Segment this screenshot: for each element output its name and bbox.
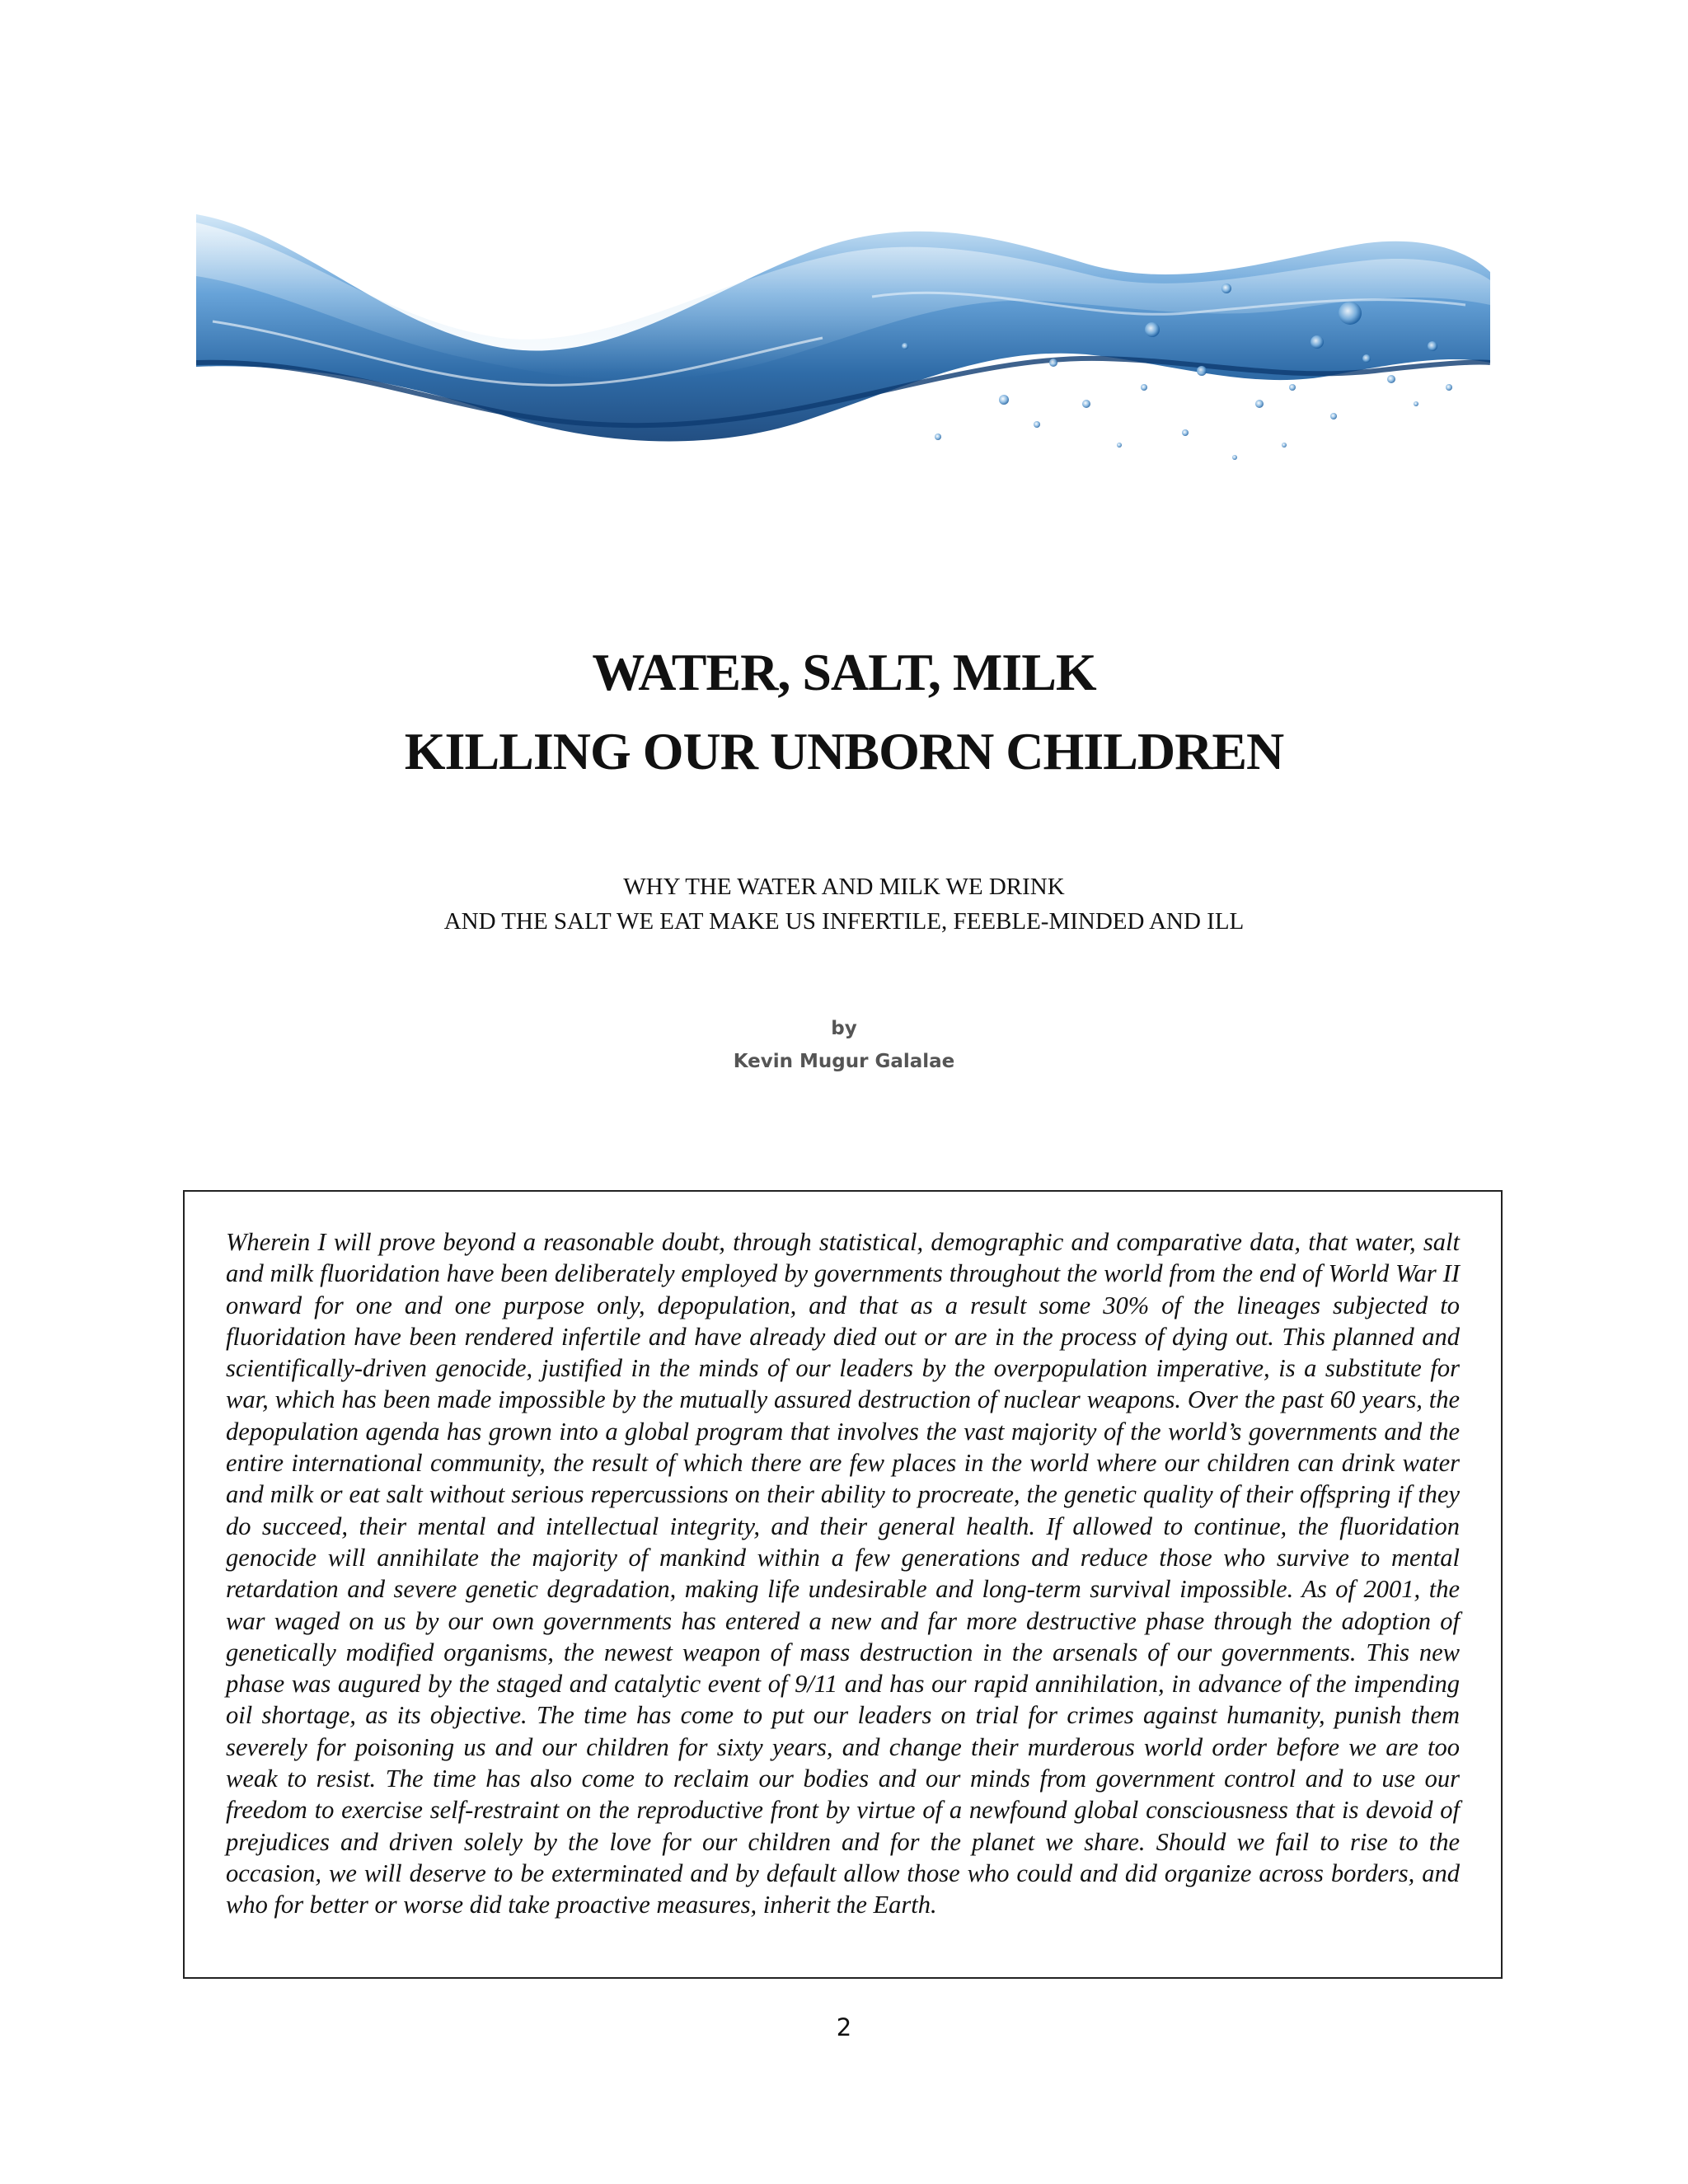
water-wave-banner bbox=[196, 198, 1490, 494]
subtitle-line-1: WHY THE WATER AND MILK WE DRINK bbox=[623, 874, 1065, 900]
byline bbox=[0, 1012, 1688, 1078]
page-number: 2 bbox=[836, 2013, 852, 2041]
subtitle-line-2: AND THE SALT WE EAT MAKE US INFERTILE, FEEBLE-MINDED AND ILL bbox=[443, 908, 1245, 935]
document-title bbox=[0, 633, 1688, 791]
document-subtitle bbox=[0, 869, 1688, 939]
abstract-text: Wherein I will prove beyond a reasonable doubt, through statistical, demographic and comparative data, that water, salt and milk fluoridation have been deliberately employed by governments throughout the world from the end of World War II onward for one and one purpose only, depopulation, and that as a result some 30% of the lineages subjected to fluoridation have been rendered infertile and have already died out or are in the process of dying out. This planned and scientifically-driven genocide, justified in the minds of our leaders by the overpopulation imperative, is a substitute for war, which has been made impossible by the mutually assured destruction of nuclear weapons. Over the past 60 years, the depopulation agenda has grown into a global program that involves the vast majority of the world’s governments and the entire international community, the result of which there are few places in the world where our children can drink water and milk or eat salt without serious repercussions on their ability to procreate, the genetic quality of their offspring if they do succeed, their mental and intellectual integrity, and their general health. If allowed to continue, the fluoridation genocide will annihilate the majority of mankind within a few generations and reduce those who survive to mental retardation and severe genetic degradation, making life undesirable and long-term survival impossible. As of 2001, the war waged on us by our own governments has entered a new and far more destructive phase through the adoption of genetically modified organisms, the newest weapon of mass destruction in the arsenals of our governments. This new phase was augured by the staged and catalytic event of 9/11 and has our rapid annihilation, in advance of the impending oil shortage, as its objective. The time has come to put our leaders on trial for crimes against humanity, punish them severely for poisoning us and our children for sixty years, and change their murderous world order before we are too weak to resist. The time has also come to reclaim our bodies and our minds from government control and to use our freedom to exercise self-restraint on the reproductive front by virtue of a newfound global consciousness that is devoid of prejudices and driven solely by the love for our children and for the planet we share. Should we fail to rise to the occasion, we will deserve to be exterminated and by default allow those who could and did organize across borders, and who for better or worse did take proactive measures, inherit the Earth. bbox=[226, 1228, 1460, 1919]
abstract-box bbox=[183, 1190, 1503, 1979]
water-wave-image bbox=[196, 198, 1490, 494]
title-line-2: KILLING OUR UNBORN CHILDREN bbox=[404, 722, 1284, 780]
by-word: by bbox=[831, 1018, 857, 1039]
title-line-1: WATER, SALT, MILK bbox=[592, 643, 1096, 701]
author-name: Kevin Mugur Galalae bbox=[733, 1051, 955, 1072]
